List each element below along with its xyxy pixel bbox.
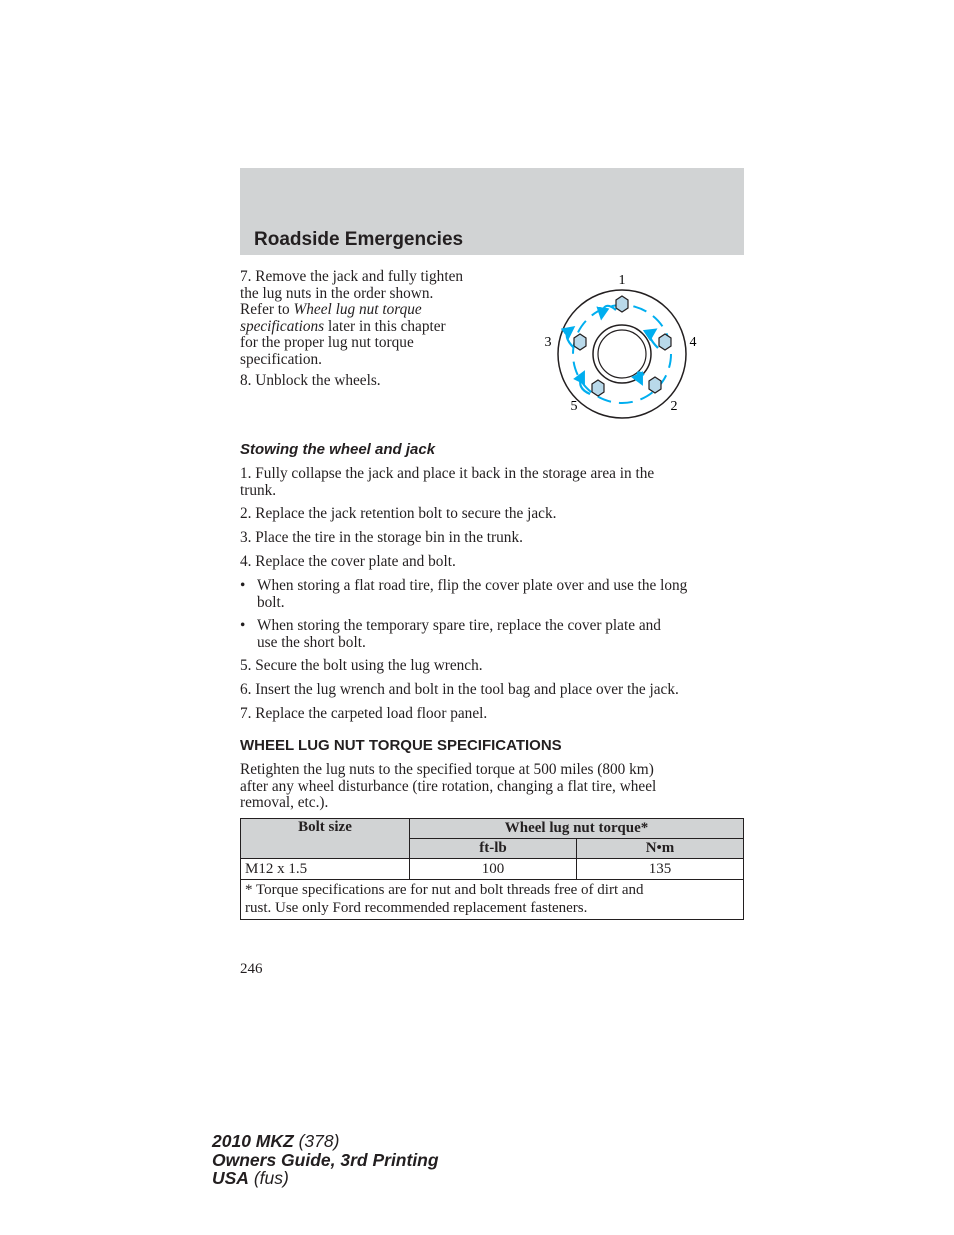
- step-7-ref-italic-1: Wheel lug nut torque: [293, 301, 422, 318]
- order-label-5: 5: [570, 399, 578, 414]
- col-wheel-lug-torque: Wheel lug nut torque*: [410, 819, 744, 839]
- torque-table: [240, 818, 744, 920]
- footer-line-2: [212, 1151, 439, 1170]
- torque-intro-line-2: after any wheel disturbance (tire rotation, changing a flat tire, wheel: [240, 777, 657, 795]
- footer: [212, 1132, 439, 1188]
- stow-step-1-line-1: 1. Fully collapse the jack and place it back in the storage area in the: [240, 465, 655, 482]
- cell-bolt-size: M12 x 1.5: [241, 859, 410, 880]
- cell-ft-lb: 100: [410, 859, 577, 880]
- page-title: Roadside Emergencies: [254, 229, 464, 250]
- note-line-1: * Torque specifications are for nut and bolt threads free of dirt and: [245, 882, 644, 898]
- cell-nm: 135: [577, 859, 744, 880]
- lug-nut-3: [574, 334, 586, 350]
- step-7-line-2: the lug nuts in the order shown.: [240, 284, 434, 302]
- table-note: [241, 880, 744, 920]
- step-8: 8. Unblock the wheels.: [240, 372, 381, 389]
- step-7-line-4: [240, 319, 446, 336]
- stow-step-3: 3. Place the tire in the storage bin in the trunk.: [240, 529, 523, 546]
- table-note-row: [241, 880, 744, 920]
- lug-nut-2: [649, 377, 661, 393]
- bullet-2-line-1: When storing the temporary spare tire, replace the cover plate and: [257, 617, 661, 634]
- order-label-2: 2: [670, 399, 678, 414]
- lug-nut-1: [616, 296, 628, 312]
- col-nm: N•m: [577, 839, 744, 859]
- lug-nut-4: [659, 334, 671, 350]
- stowing-heading: Stowing the wheel and jack: [240, 441, 436, 458]
- footer-model: 2010 MKZ: [212, 1131, 294, 1151]
- stow-step-6: 6. Insert the lug wrench and bolt in the tool bag and place over the jack.: [240, 681, 679, 698]
- bullet-dot-2: •: [240, 617, 246, 634]
- bullet-1-line-1: When storing a flat road tire, flip the cover plate over and use the long: [257, 577, 688, 594]
- arrow-4: [650, 332, 658, 348]
- torque-intro-line-1: Retighten the lug nuts to the specified torque at 500 miles (800 km): [240, 761, 654, 778]
- header-band: [240, 168, 744, 255]
- page-number: 246: [240, 961, 263, 977]
- stow-step-1-line-2: trunk.: [240, 481, 277, 499]
- order-label-1: 1: [618, 273, 626, 288]
- torque-heading: WHEEL LUG NUT TORQUE SPECIFICATIONS: [240, 737, 562, 754]
- footer-region-code: (fus): [248, 1168, 289, 1188]
- step-7-line-3: [240, 302, 422, 319]
- arrow-1: [602, 306, 616, 314]
- col-bolt-size: Bolt size: [241, 819, 410, 859]
- step-7-line-6: specification.: [240, 350, 322, 368]
- lug-nut-5: [592, 380, 604, 396]
- stow-step-5: 5. Secure the bolt using the lug wrench.: [240, 657, 483, 674]
- step-7-refer: Refer to: [240, 301, 294, 318]
- col-ft-lb: ft-lb: [410, 839, 577, 859]
- table-header-row: [241, 819, 744, 839]
- step-7-later: later in this chapter: [324, 317, 446, 335]
- step-7-line-5: for the proper lug nut torque: [240, 334, 414, 351]
- stow-step-4: 4. Replace the cover plate and bolt.: [240, 553, 456, 570]
- bullet-1-line-2: bolt.: [257, 593, 285, 611]
- table-row: [241, 859, 744, 880]
- footer-line-3: [212, 1169, 439, 1188]
- step-7-line-1: 7. Remove the jack and fully tighten: [240, 268, 464, 285]
- bullet-dot-1: •: [240, 577, 246, 594]
- footer-model-code: (378): [293, 1131, 340, 1151]
- stow-step-2: 2. Replace the jack retention bolt to secure the jack.: [240, 505, 557, 522]
- order-label-4: 4: [689, 335, 697, 350]
- torque-intro-line-3: removal, etc.).: [240, 794, 329, 811]
- footer-region: USA: [212, 1168, 249, 1188]
- bullet-2-line-2: use the short bolt.: [257, 633, 366, 651]
- stow-step-7: 7. Replace the carpeted load floor panel.: [240, 705, 488, 722]
- footer-guide: Owners Guide, 3rd Printing: [212, 1149, 439, 1170]
- note-line-2: rust. Use only Ford recommended replacement fasteners.: [245, 900, 588, 916]
- lug-nut-order-diagram: [538, 270, 708, 420]
- step-7-ref-italic-2: specifications: [240, 317, 325, 335]
- order-label-3: 3: [544, 335, 552, 350]
- footer-line-1: [212, 1132, 439, 1151]
- arrow-3: [567, 330, 574, 348]
- hub-inner: [598, 330, 646, 378]
